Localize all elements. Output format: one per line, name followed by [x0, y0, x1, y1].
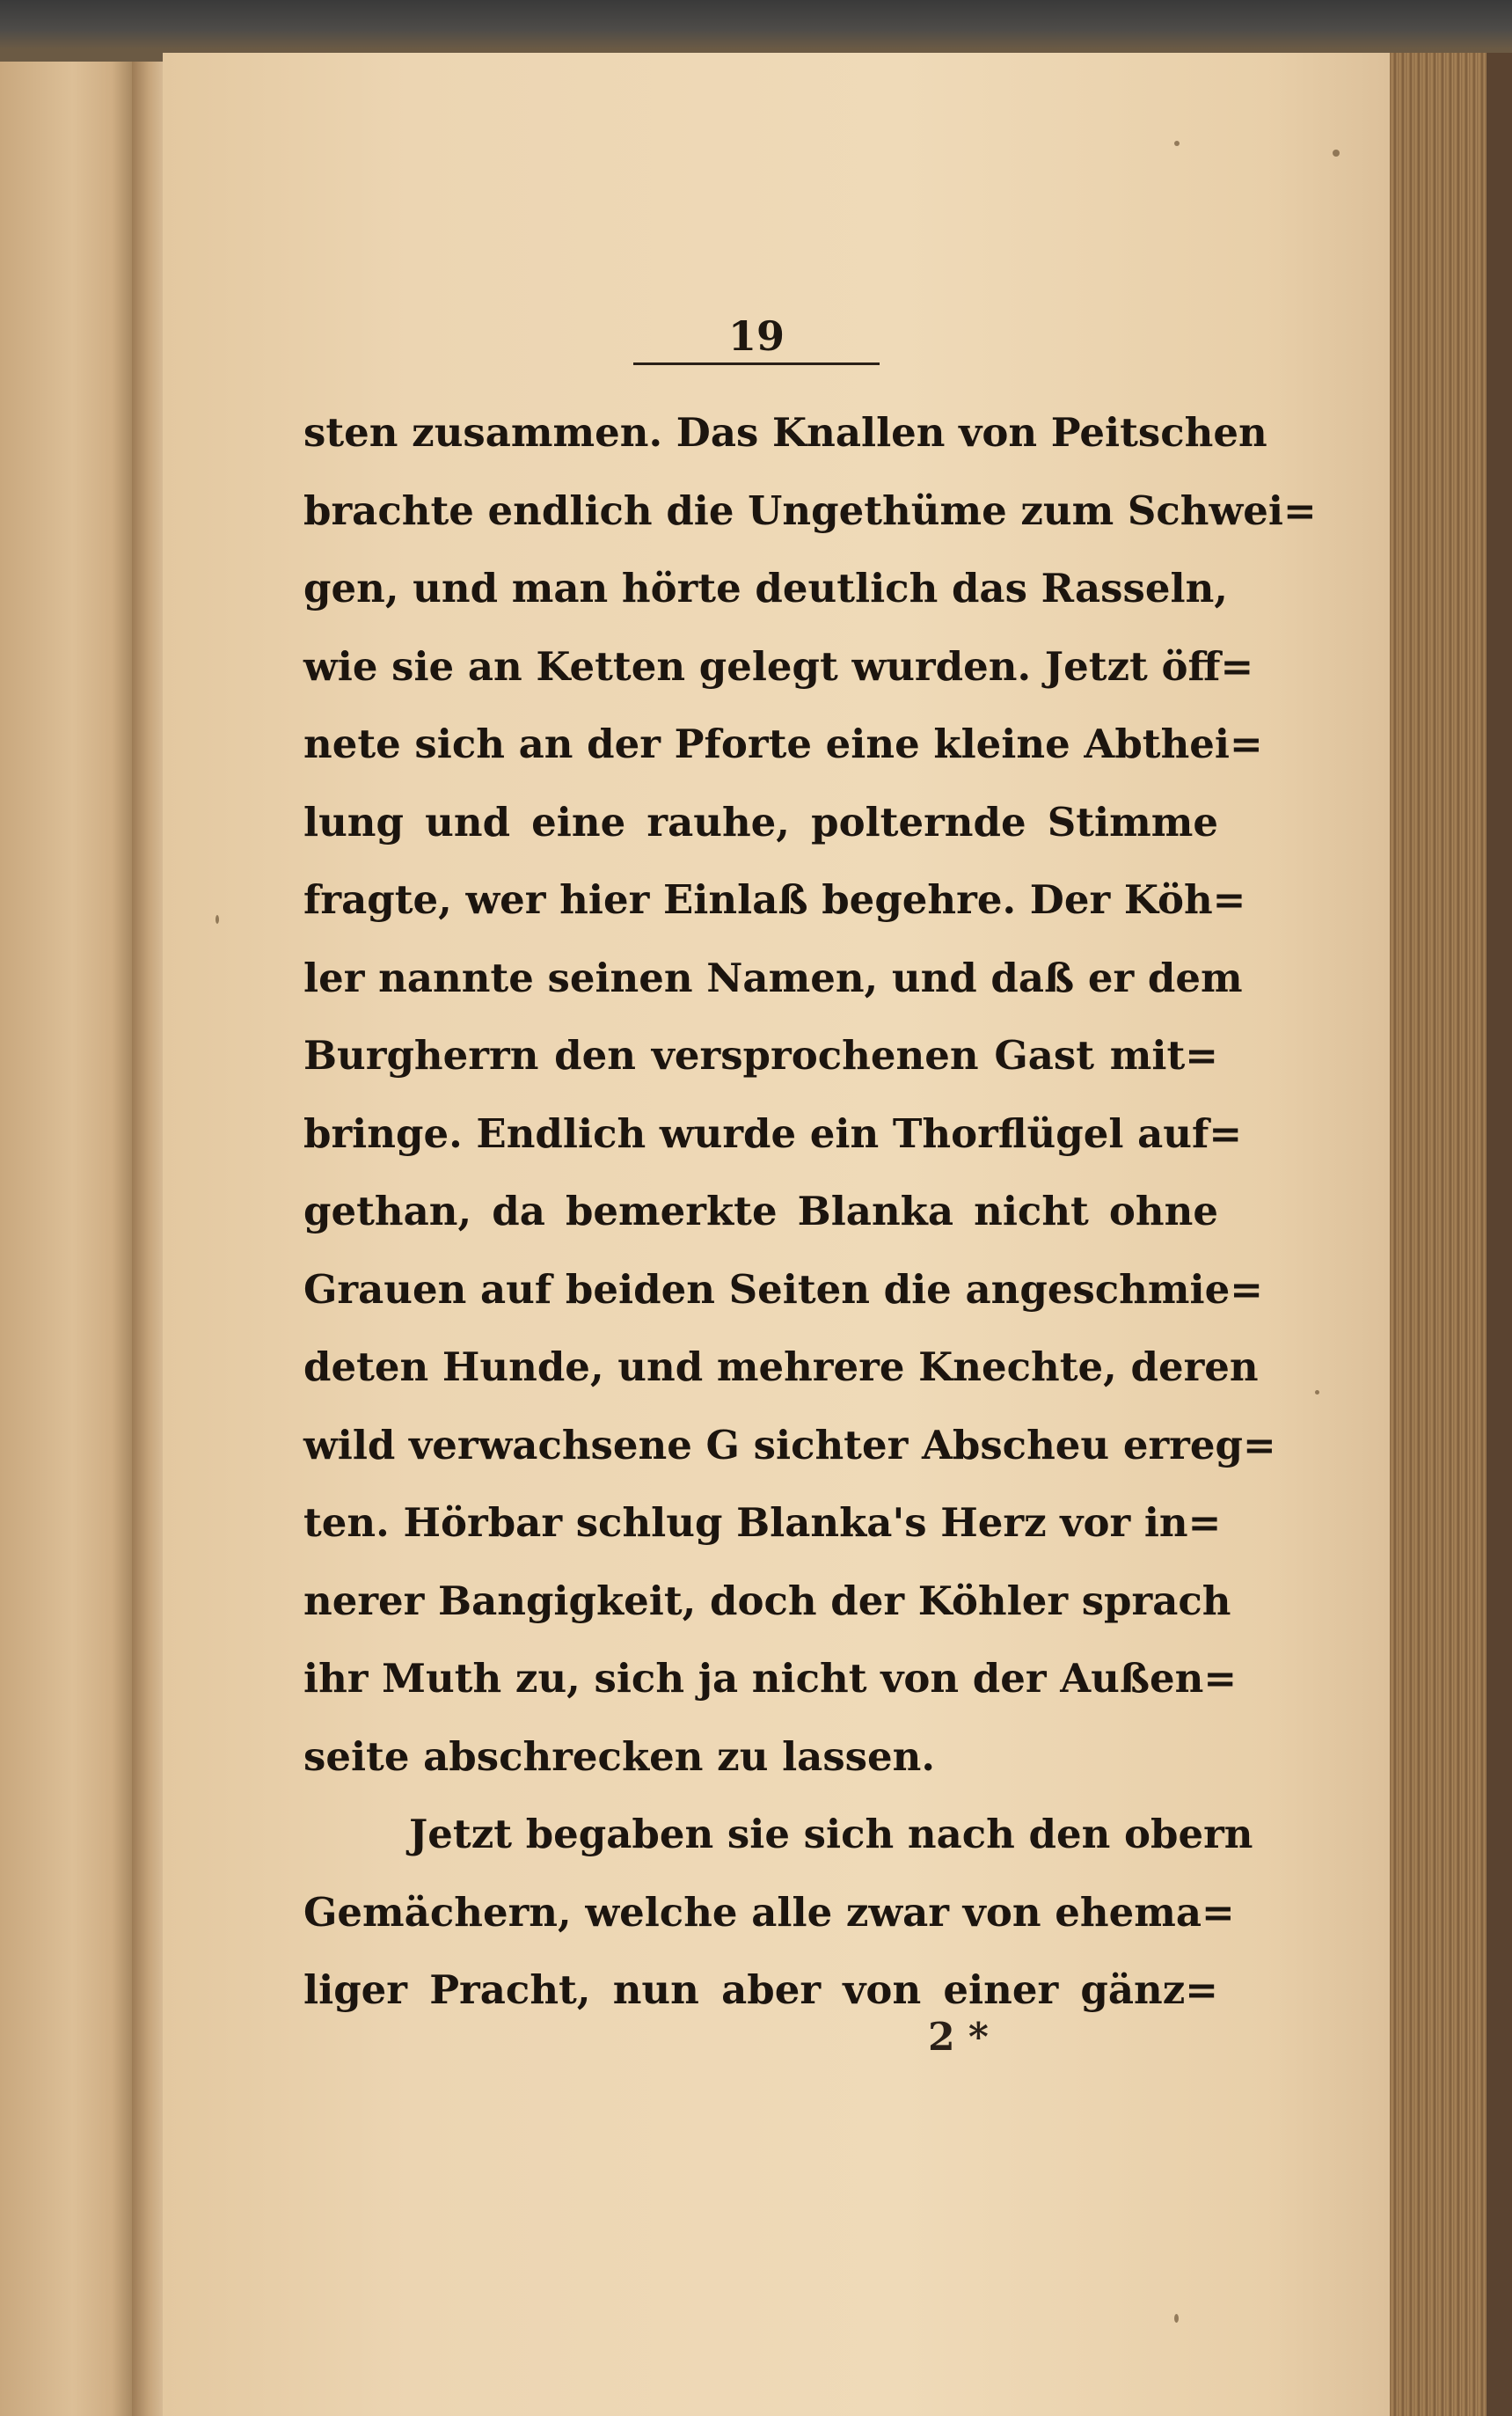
left-page-edge: [0, 62, 132, 2416]
text-line: sten zusammen. Das Knallen von Peitschen: [303, 409, 1267, 456]
body-text: [303, 394, 1317, 2030]
text-line: lung und eine rauhe, polternde Stimme: [303, 798, 1218, 846]
scanner-top-edge: [0, 0, 1512, 48]
page-number: 19: [727, 312, 785, 360]
header-rule: [633, 362, 880, 365]
text-line: Gemächern, welche alle zwar von ehema=: [303, 1888, 1235, 1936]
paper-speck: [215, 915, 219, 924]
paper-speck: [1174, 2314, 1179, 2323]
signature-mark: 2 *: [928, 2015, 989, 2060]
text-line: Grauen auf beiden Seiten die angeschmie=: [303, 1265, 1263, 1313]
text-line: nete sich an der Pforte eine kleine Abthei=: [303, 721, 1263, 767]
text-line: bringe. Endlich wurde ein Thorflügel auf=: [303, 1109, 1243, 1157]
paper-speck: [1315, 1390, 1319, 1395]
text-line: wie sie an Ketten gelegt wurden. Jetzt öff=: [303, 642, 1254, 690]
book-cover-edge: [1486, 53, 1512, 2416]
text-line: wild verwachsene G sichter Abscheu erreg=: [303, 1421, 1276, 1468]
text-line: gen, und man hörte deutlich das Rasseln,: [303, 565, 1228, 611]
text-line: ten. Hörbar schlug Blanka's Herz vor in=: [303, 1499, 1222, 1546]
paper-speck: [1174, 141, 1180, 146]
text-line: nerer Bangigkeit, doch der Köhler sprach: [303, 1577, 1231, 1624]
text-line: Burgherrn den versprochenen Gast mit=: [303, 1032, 1218, 1079]
text-line: fragte, wer hier Einlaß begehre. Der Köh=: [303, 876, 1246, 923]
book-gutter: [132, 62, 167, 2416]
text-line: gethan, da bemerkte Blanka nicht ohne: [303, 1188, 1218, 1234]
text-line: deten Hunde, und mehrere Knechte, deren: [303, 1343, 1259, 1390]
text-line: Jetzt begaben sie sich nach den obern: [409, 1811, 1253, 1857]
text-line: brachte endlich die Ungethüme zum Schwei=: [303, 487, 1317, 534]
text-line: ihr Muth zu, sich ja nicht von der Außen=: [303, 1655, 1238, 1702]
text-line: ler nannte seinen Namen, und daß er dem: [303, 954, 1243, 1001]
paper-speck: [1333, 150, 1340, 157]
text-line: liger Pracht, nun aber von einer gänz=: [303, 1966, 1218, 2013]
text-line: seite abschrecken zu lassen.: [303, 1732, 936, 1780]
